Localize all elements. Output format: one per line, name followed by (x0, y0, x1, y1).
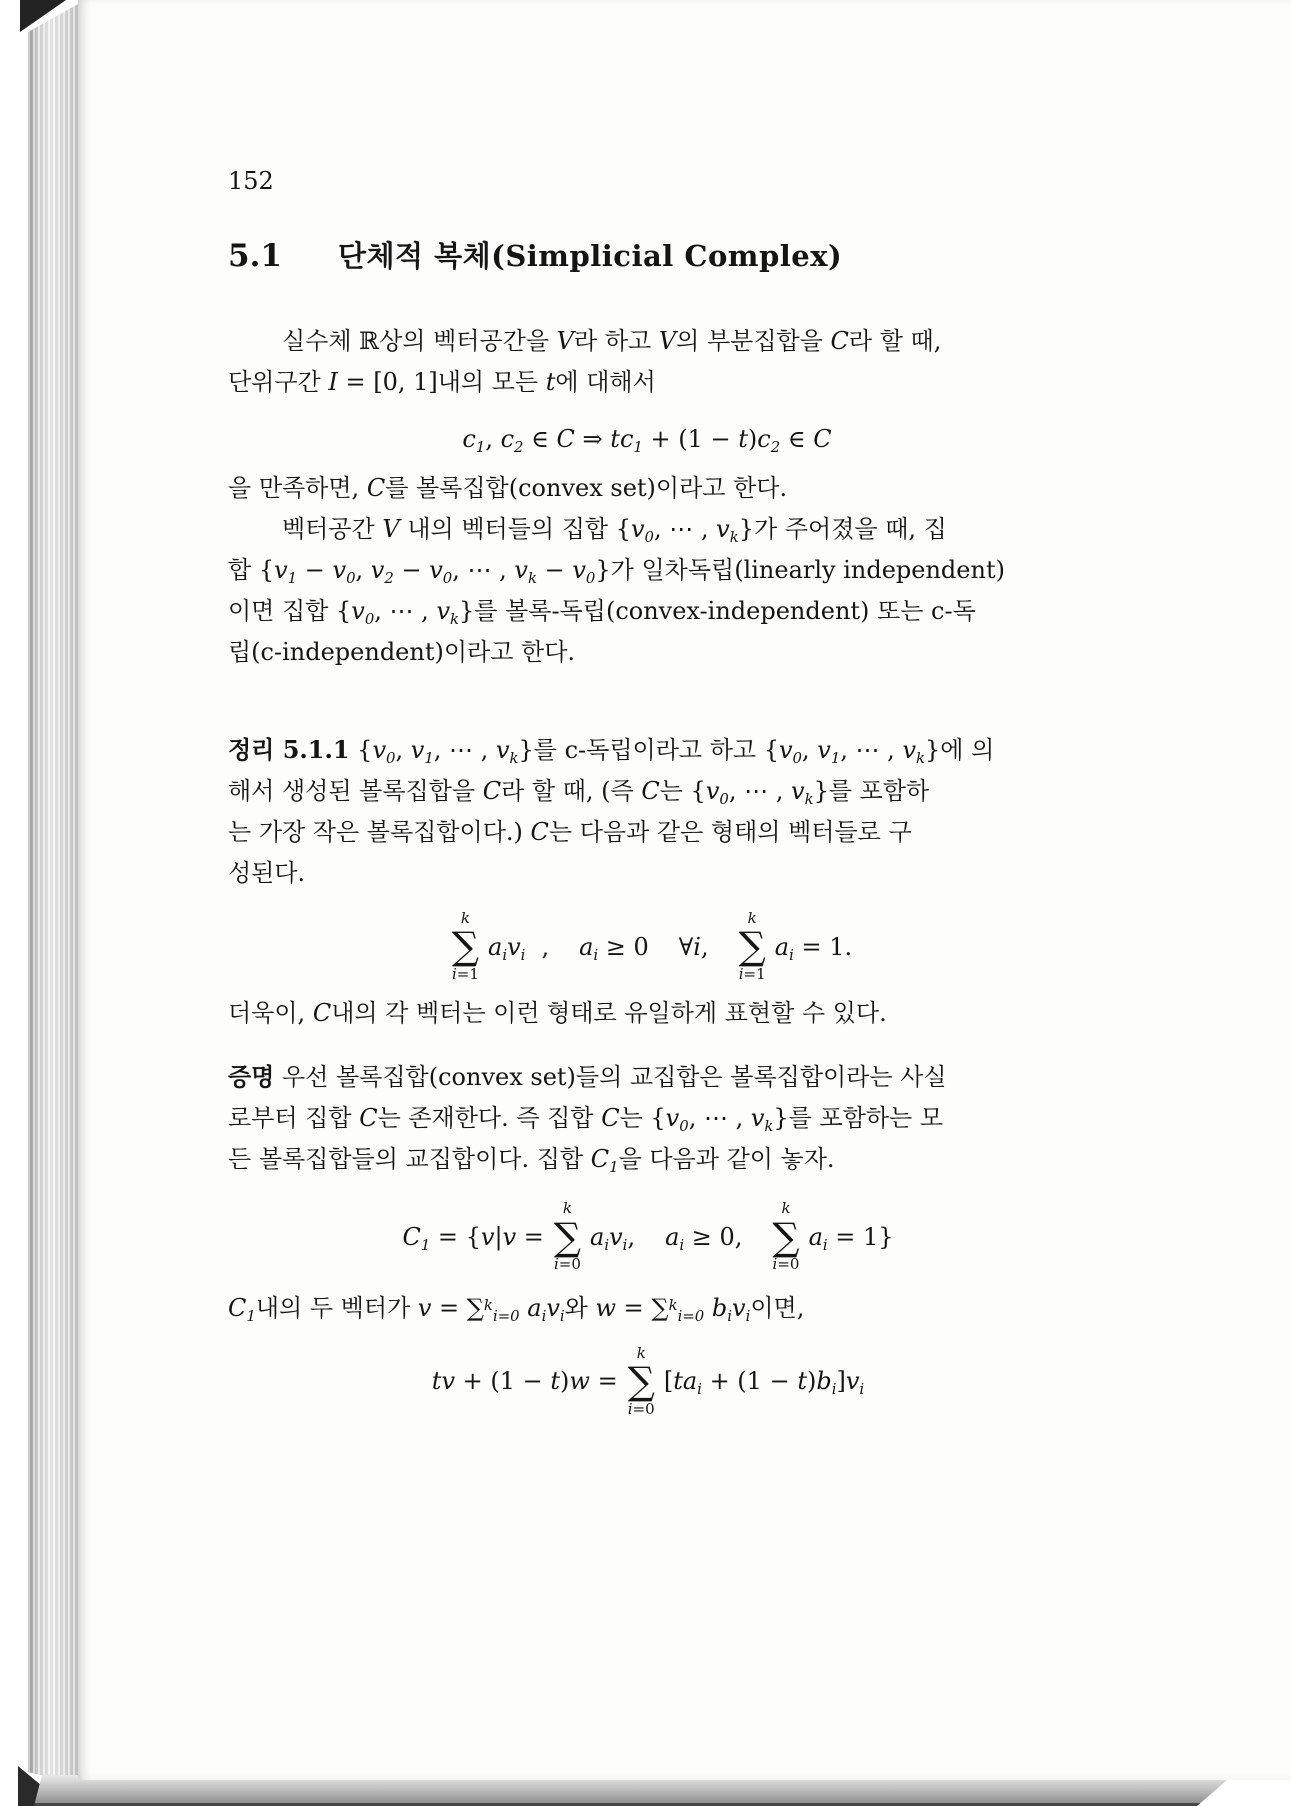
body-line: 실수체 ℝ상의 벡터공간을 V라 하고 V의 부분집합을 C라 할 때, (282, 327, 942, 355)
book-page-edge-left (28, 4, 78, 1784)
sum-lower-limit: i=0 (772, 1255, 800, 1274)
body-line: 벡터공간 V 내의 벡터들의 집합 {$v_0$, ⋯ , $v_k$}가 주어졌을 때, 집 (282, 515, 947, 547)
formula-term: $[ta_i + (1 - t)b_i]v_i$ (663, 1367, 865, 1399)
body-line: 더욱이, C내의 각 벡터는 이런 형태로 유일하게 표현할 수 있다. (228, 999, 887, 1028)
summation-symbol (628, 1345, 655, 1418)
sum-upper-limit: k (636, 1343, 646, 1362)
formula-convex-closure (228, 1345, 1066, 1418)
body-line-inline-sums: $C_1$내의 두 벡터가 v = ∑$^k_{i=0}$ $a_iv_i$와 w = ∑$^k_{i=0}$ $b_iv_i$이면, (228, 1293, 805, 1325)
sigma-icon: ∑ (772, 1214, 800, 1259)
proof-label: 증명 (228, 1062, 275, 1092)
formula-forall: ∀i, (678, 932, 709, 961)
page-content (78, 0, 1291, 1418)
proof-first-line (228, 1056, 1066, 1098)
formula-term: $a_iv_i$, (590, 1222, 636, 1254)
sigma-icon: ∑ (553, 1214, 582, 1259)
formula-lead: tv + (1 − t)w = (431, 1367, 618, 1396)
body-line: 로부터 집합 C는 존재한다. 즉 집합 C는 {$v_0$, ⋯ , $v_k$}를 포함하는 모 (228, 1104, 944, 1136)
formula-convex-combination (228, 910, 1066, 983)
section-title: 단체적 복체(Simplicial Complex) (337, 239, 843, 273)
formula-lead: $C_1 = \{v|v$ = (402, 1222, 544, 1254)
formula-separator: , (541, 932, 550, 961)
sum-upper-limit: k (781, 1199, 791, 1218)
body-line: 성된다. (228, 859, 306, 887)
formula-text: $c_1$, $c_2$ ∈ C ⇒ $tc_1 + (1 - t)c_2$ ∈ C (462, 425, 832, 457)
body-line: 는 가장 작은 볼록집합이다.) C는 다음과 같은 형태의 벡터들로 구 (228, 818, 912, 846)
theorem-5-1-1 (228, 729, 1066, 1034)
body-line: 립(c-independent)이라고 한다. (228, 638, 576, 666)
theorem-label: 정리 5.1.1 (228, 735, 350, 764)
theorem-line-rest: {$v_0$, $v_1$, ⋯ , $v_k$}를 c-독립이라고 하고 {$v_0$, $v_1$, ⋯ , $v_k$}에 의 (349, 736, 995, 768)
sum-upper-limit: k (747, 909, 757, 927)
section-number: 5.1 (228, 238, 282, 274)
page-number: 152 (228, 167, 274, 195)
sum-lower-limit: i=1 (451, 965, 479, 983)
formula-term: $a_i = 1$} (808, 1222, 894, 1254)
body-line: 합 {$v_1 - v_0$, $v_2 - v_0$, ⋯ , $v_k - v_0$}가 일차독립(linearly independent) (228, 556, 1005, 588)
sum-upper-limit: k (460, 909, 470, 927)
proof-line-rest: 우선 볼록집합(convex set)들의 교집합은 볼록집합이라는 사실 (274, 1063, 947, 1092)
sum-upper-limit: k (562, 1199, 572, 1218)
formula-convex-condition (228, 419, 1066, 460)
summation-symbol (452, 910, 479, 983)
body-line: 이면 집합 {$v_0$, ⋯ , $v_k$}를 볼록-독립(convex-independent) 또는 c-독 (228, 597, 976, 629)
summation-symbol (739, 910, 766, 983)
formula-term: $a_i = 1$. (774, 932, 853, 964)
formula-c1-definition (228, 1200, 1066, 1273)
proof (228, 1056, 1066, 1418)
body-line: 해서 생성된 볼록집합을 C라 할 때, (즉 C는 {$v_0$, ⋯ , $v_k$}를 포함하 (228, 777, 930, 809)
summation-symbol (772, 1200, 799, 1273)
sum-lower-limit: i=0 (553, 1255, 581, 1274)
body-line: 단위구간 I = [0, 1]내의 모든 t에 대해서 (228, 368, 656, 396)
formula-term: $a_iv_i$ (488, 932, 526, 964)
sum-lower-limit: i=1 (738, 965, 766, 983)
book-page (78, 0, 1291, 1780)
formula-condition: $a_i \ge 0$ (579, 932, 649, 964)
body-line: 든 볼록집합들의 교집합이다. 집합 $C_1$을 다음과 같이 놓자. (228, 1145, 835, 1177)
section-heading (228, 234, 1066, 275)
body-line: 을 만족하면, C를 볼록집합(convex set)이라고 한다. (228, 474, 788, 502)
formula-condition: $a_i \ge 0$, (665, 1222, 743, 1254)
sigma-icon: ∑ (451, 924, 480, 969)
summation-symbol (554, 1200, 581, 1273)
sum-lower-limit: i=0 (627, 1399, 655, 1418)
sigma-icon: ∑ (738, 924, 766, 969)
sigma-icon: ∑ (627, 1358, 655, 1403)
theorem-first-line (228, 729, 1066, 771)
